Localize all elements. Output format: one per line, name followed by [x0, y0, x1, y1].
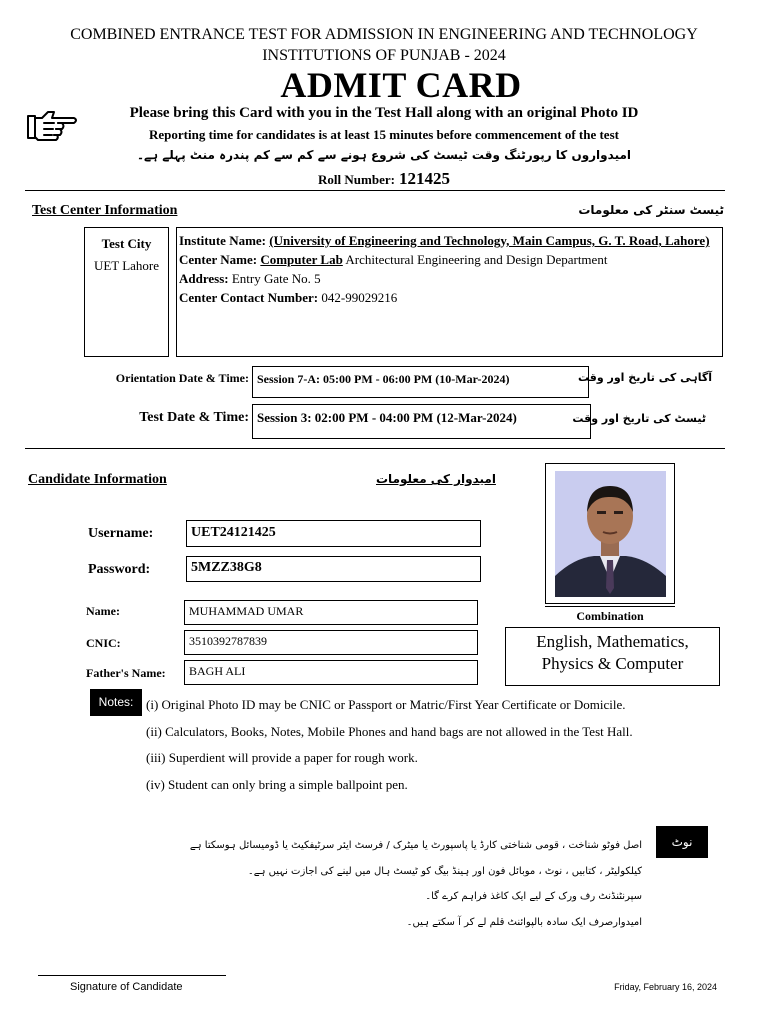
username-label: Username:: [88, 526, 154, 541]
center-department: Architectural Engineering and Design Department: [345, 252, 608, 267]
orientation-label-urdu: آگاہی کی تاریخ اور وقت: [578, 371, 712, 384]
father-name-label: Father's Name:: [86, 666, 166, 680]
address-label: Address:: [179, 271, 229, 286]
cnic-label: CNIC:: [86, 636, 121, 650]
header-line-2: INSTITUTIONS OF PUNJAB - 2024: [262, 47, 506, 64]
note-item-urdu: سپرنٹنڈنٹ رف ورک کے لیے ایک کاغذ فراہم کرے گا۔: [425, 891, 642, 902]
address-row: [179, 269, 720, 288]
divider: [545, 606, 675, 607]
combination-label: Combination: [576, 609, 644, 623]
address-value: Entry Gate No. 5: [231, 271, 321, 286]
father-name-value: BAGH ALI: [184, 660, 478, 685]
roll-number-value: 121425: [398, 169, 450, 188]
note-item-urdu: امیدوارصرف ایک سادہ بالپوائنٹ قلم لے کر آ سکتے ہیں۔: [406, 916, 642, 928]
print-date: Friday, February 16, 2024: [614, 982, 717, 992]
orientation-value: Session 7-A: 05:00 PM - 06:00 PM (10-Mar-2024): [252, 366, 589, 398]
note-item: (iv) Student can only bring a simple ballpoint pen.: [146, 776, 408, 792]
orientation-label: Orientation Date & Time:: [115, 371, 249, 385]
notes-badge-urdu: نوٹ: [656, 826, 708, 858]
bring-card-notice: Please bring this Card with you in the Test Hall along with an original Photo ID: [129, 105, 639, 121]
note-item-urdu: اصل فوٹو شناخت ، قومی شناختی کارڈ یا پاسپورٹ یا میٹرک / فرسٹ ایئر سرٹیفکیٹ یا ڈومیسائل ہوسکتا ہے: [189, 840, 642, 851]
signature-line: [38, 975, 226, 976]
institute-info-box: [176, 227, 723, 357]
cnic-value: 3510392787839: [184, 630, 478, 655]
reporting-time-notice: Reporting time for candidates is at least 15 minutes before commencement of the test: [149, 127, 619, 142]
name-label: Name:: [86, 604, 120, 618]
divider: [25, 448, 725, 449]
test-datetime-value: Session 3: 02:00 PM - 04:00 PM (12-Mar-2024): [252, 404, 591, 439]
notes-list: [146, 692, 633, 798]
institute-name-label: Institute Name:: [179, 233, 267, 248]
candidate-heading: Candidate Information: [28, 472, 167, 487]
institute-name-row: [179, 231, 720, 250]
note-item-urdu: کیلکولیٹر ، کتابیں ، نوٹ ، موبائل فون اور ہینڈ بیگ کو ٹیسٹ ہال میں لینے کی اجازت نہیں ہے۔: [247, 865, 642, 877]
header-line-1: COMBINED ENTRANCE TEST FOR ADMISSION IN ENGINEERING AND TECHNOLOGY: [70, 26, 698, 43]
reporting-time-notice-urdu: امیدواروں کا رپورٹنگ وقت ٹیسٹ کی شروع ہونے سے کم سے کم پندرہ منٹ پہلے ہے۔: [136, 148, 632, 162]
candidate-heading-urdu: امیدوار کی معلومات: [376, 472, 496, 486]
notes-badge: Notes:: [90, 689, 142, 716]
signature-label: Signature of Candidate: [70, 981, 183, 993]
candidate-photo: [545, 463, 675, 604]
institute-name-value: (University of Engineering and Technology, Main Campus, G. T. Road, Lahore): [269, 233, 710, 248]
password-value: 5MZZ38G8: [186, 556, 481, 582]
center-name-label: Center Name:: [179, 252, 258, 267]
name-value: MUHAMMAD UMAR: [184, 600, 478, 625]
roll-number: [0, 169, 768, 189]
contact-label: Center Contact Number:: [179, 290, 319, 305]
center-name-value: Computer Lab: [260, 252, 343, 267]
test-city-value: UET Lahore: [93, 258, 160, 273]
divider: [25, 190, 725, 191]
test-city-label: Test City: [101, 236, 152, 251]
test-center-heading: Test Center Information: [32, 203, 178, 218]
roll-number-label: Roll Number:: [318, 172, 395, 187]
test-datetime-label-urdu: ٹیسٹ کی تاریخ اور وقت: [572, 412, 706, 425]
combination-value: English, Mathematics, Physics & Computer: [505, 627, 720, 686]
test-city-box: [84, 227, 169, 357]
contact-row: [179, 288, 720, 307]
page-title: ADMIT CARD: [280, 65, 522, 105]
contact-value: 042-99029216: [321, 290, 398, 305]
password-label: Password:: [88, 562, 151, 577]
test-datetime-label: Test Date & Time:: [139, 410, 249, 425]
test-center-heading-urdu: ٹیسٹ سنٹر کی معلومات: [578, 203, 724, 217]
note-item: (iii) Superdient will provide a paper for rough work.: [146, 750, 418, 765]
note-item: (i) Original Photo ID may be CNIC or Passport or Matric/First Year Certificate or Domicile.: [146, 697, 626, 712]
note-item: (ii) Calculators, Books, Notes, Mobile Phones and hand bags are not allowed in the Test Hall.: [146, 723, 633, 739]
notes-list-urdu: [162, 833, 642, 935]
username-value: UET24121425: [186, 520, 481, 547]
center-name-row: [179, 250, 720, 269]
